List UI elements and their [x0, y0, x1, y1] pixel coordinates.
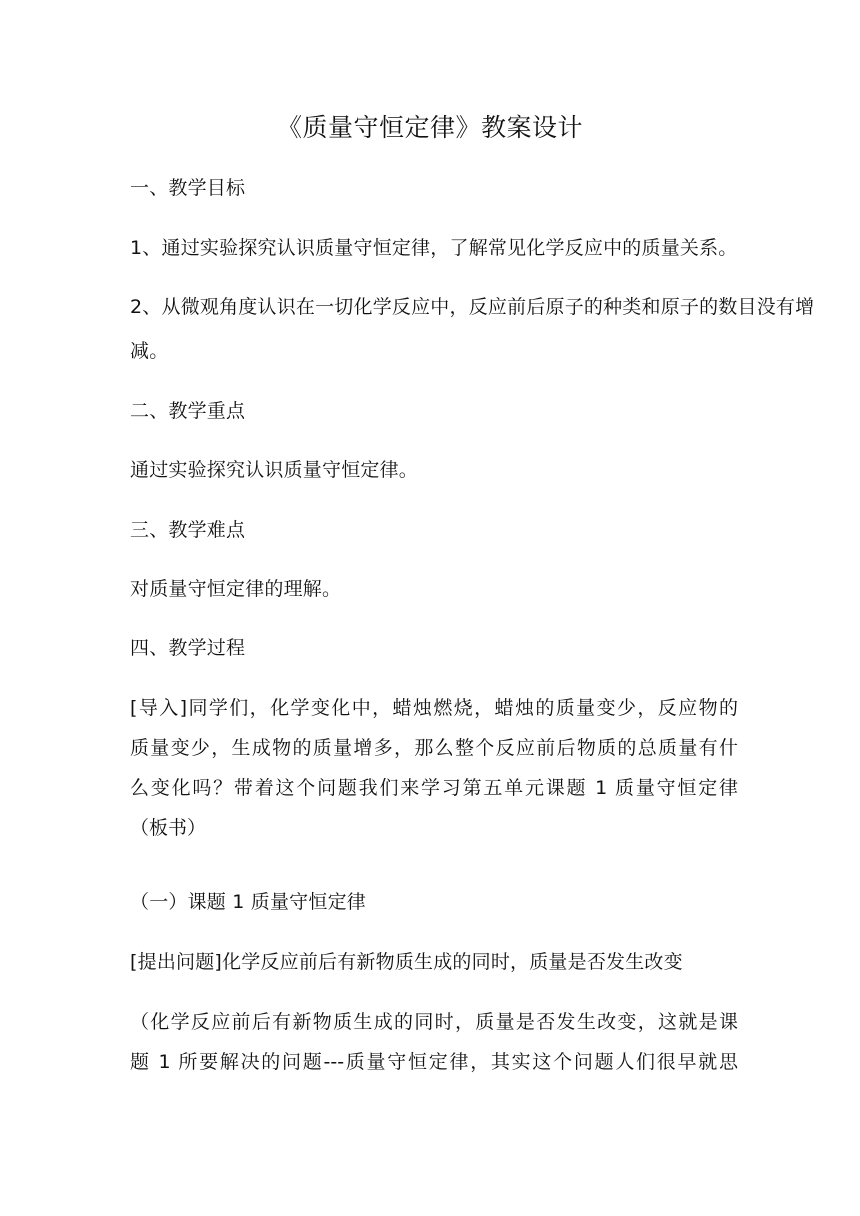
- objective-item-2-line-1: 2、从微观角度认识在一切化学反应中，反应前后原子的种类和原子的数目没有增: [130, 296, 815, 318]
- intro-line: 么变化吗？带着这个问题我们来学习第五单元课题 1 质量守恒定律: [130, 777, 738, 799]
- intro-paragraph: [130, 688, 738, 848]
- key-points-text: 通过实验探究认识质量守恒定律。: [130, 459, 419, 481]
- intro-line: （板书）: [130, 817, 207, 839]
- objective-item-1: 1、通过实验探究认识质量守恒定律，了解常见化学反应中的质量关系。: [130, 237, 738, 259]
- section-heading-objectives: 一、教学目标: [130, 177, 246, 199]
- section-heading-process: 四、教学过程: [130, 637, 246, 659]
- document-title: 《质量守恒定律》教案设计: [276, 113, 583, 142]
- section-heading-difficulties: 三、教学难点: [130, 519, 246, 541]
- difficulties-text: 对质量守恒定律的理解。: [130, 578, 342, 600]
- intro-line: [导入]同学们，化学变化中，蜡烛燃烧，蜡烛的质量变少，反应物的: [130, 697, 738, 719]
- objective-item-2-line-2: 减。: [130, 340, 169, 362]
- explain-line: 题 1 所要解决的问题---质量守恒定律，其实这个问题人们很早就思: [130, 1051, 738, 1073]
- intro-line: 质量变少，生成物的质量增多，那么整个反应前后物质的总质量有什: [130, 737, 738, 759]
- explain-paragraph: [130, 1002, 738, 1082]
- section-heading-key-points: 二、教学重点: [130, 400, 246, 422]
- subheading-lesson-1: （一）课题 1 质量守恒定律: [130, 891, 366, 913]
- explain-line: （化学反应前后有新物质生成的同时，质量是否发生改变，这就是课: [130, 1011, 738, 1033]
- question-text: [提出问题]化学反应前后有新物质生成的同时，质量是否发生改变: [130, 951, 683, 973]
